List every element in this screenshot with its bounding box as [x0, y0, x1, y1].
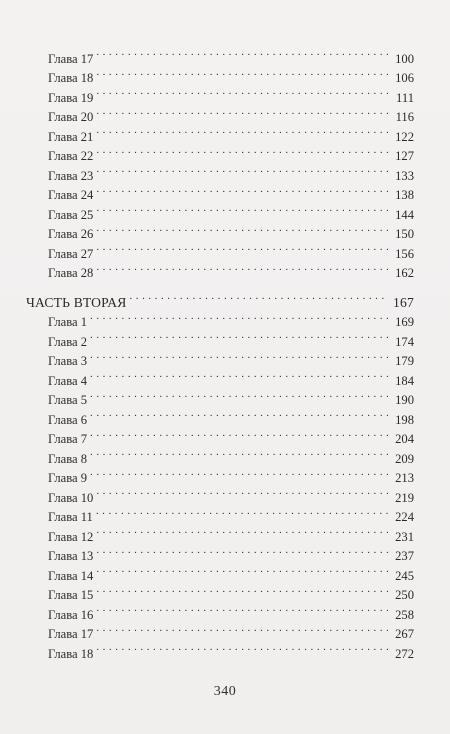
toc-entry-page: 190 — [395, 393, 414, 407]
leader-dots — [96, 102, 388, 122]
toc-entry-page: 258 — [395, 607, 414, 622]
toc-entry-label: Глава 17 — [48, 627, 94, 641]
part-title: ЧАСТЬ ВТОРАЯ — [26, 294, 127, 310]
toc-entry[interactable] — [26, 619, 414, 639]
toc-entry[interactable] — [26, 180, 414, 200]
toc-entry-label: Глава 2 — [48, 334, 88, 349]
toc-entry-page: 213 — [395, 471, 414, 485]
leader-dots — [96, 121, 388, 141]
toc-entry-page: 133 — [395, 168, 414, 183]
toc-entry-page: 184 — [395, 373, 414, 388]
toc-entry[interactable] — [26, 238, 414, 261]
toc-entry[interactable] — [26, 346, 414, 366]
part-page: 167 — [393, 294, 414, 310]
leader-dots — [90, 443, 388, 463]
toc-entry-page: 162 — [395, 266, 414, 280]
leader-dots — [90, 326, 388, 346]
leader-dots — [96, 199, 388, 219]
toc-entry-label: Глава 5 — [48, 393, 88, 407]
toc-entry-label: Глава 12 — [48, 529, 94, 544]
toc-entry[interactable] — [26, 580, 414, 600]
toc-entry-label: Глава 13 — [48, 549, 94, 563]
toc-entry-label: Глава 21 — [48, 129, 94, 144]
toc-entry-label: Глава 3 — [48, 354, 88, 368]
toc-entry-page: 100 — [395, 51, 414, 66]
toc-entry-label: Глава 10 — [48, 490, 94, 505]
leader-dots — [90, 404, 388, 424]
leader-dots — [96, 638, 388, 658]
toc-entry-page: 106 — [395, 71, 414, 85]
toc-entry[interactable] — [26, 121, 414, 144]
toc-entry-page: 169 — [395, 315, 414, 329]
leader-dots — [129, 287, 388, 307]
toc-entry-label: Глава 24 — [48, 188, 94, 202]
toc-entry[interactable] — [26, 326, 414, 349]
toc-entry[interactable] — [26, 502, 414, 522]
leader-dots — [90, 424, 388, 444]
toc-entry[interactable] — [26, 199, 414, 222]
leader-dots — [90, 385, 388, 405]
toc-entry-page: 174 — [395, 334, 414, 349]
toc-entry-label: Глава 22 — [48, 149, 94, 163]
toc-entry[interactable] — [26, 365, 414, 388]
leader-dots — [96, 560, 388, 580]
toc-entry-label: Глава 18 — [48, 71, 94, 85]
toc-entry[interactable] — [26, 521, 414, 544]
toc-entry-label: Глава 28 — [48, 266, 94, 280]
toc-entry[interactable] — [26, 404, 414, 427]
table-of-contents — [26, 43, 414, 661]
toc-entry-page: 237 — [395, 549, 414, 563]
leader-dots — [96, 541, 388, 561]
toc-entry-label: Глава 26 — [48, 227, 94, 241]
toc-entry-page: 231 — [395, 529, 414, 544]
leader-dots — [96, 238, 388, 258]
toc-entry-page: 138 — [395, 188, 414, 202]
toc-entry-label: Глава 20 — [48, 110, 94, 124]
toc-entry-label: Глава 6 — [48, 412, 88, 427]
toc-entry-label: Глава 1 — [48, 315, 88, 329]
toc-part-heading[interactable] — [26, 287, 414, 310]
leader-dots — [96, 63, 388, 83]
toc-entry-label: Глава 9 — [48, 471, 88, 485]
toc-entry-page: 156 — [395, 246, 414, 261]
toc-entry[interactable] — [26, 160, 414, 183]
toc-entry-page: 245 — [395, 568, 414, 583]
leader-dots — [96, 180, 388, 200]
leader-dots — [96, 482, 388, 502]
leader-dots — [96, 599, 388, 619]
leader-dots — [96, 82, 388, 102]
toc-entry-page: 209 — [395, 451, 414, 466]
toc-entry[interactable] — [26, 141, 414, 161]
toc-entry[interactable] — [26, 443, 414, 466]
toc-entry-page: 272 — [395, 646, 414, 661]
leader-dots — [96, 258, 388, 278]
toc-entry-label: Глава 11 — [48, 510, 93, 524]
toc-entry[interactable] — [26, 541, 414, 561]
toc-entry[interactable] — [26, 599, 414, 622]
toc-entry-label: Глава 23 — [48, 168, 94, 183]
toc-entry-page: 122 — [395, 129, 414, 144]
toc-entry[interactable] — [26, 482, 414, 505]
toc-entry[interactable] — [26, 424, 414, 444]
toc-entry-label: Глава 16 — [48, 607, 94, 622]
toc-entry-label: Глава 8 — [48, 451, 88, 466]
toc-entry-label: Глава 27 — [48, 246, 94, 261]
leader-dots — [96, 43, 388, 63]
leader-dots — [96, 619, 388, 639]
toc-entry[interactable] — [26, 63, 414, 83]
toc-entry[interactable] — [26, 463, 414, 483]
page-number: 340 — [213, 684, 237, 699]
leader-dots — [96, 160, 388, 180]
toc-entry[interactable] — [26, 82, 414, 105]
toc-entry-page: 116 — [395, 110, 414, 124]
toc-entry-label: Глава 14 — [48, 568, 94, 583]
toc-entry[interactable] — [26, 560, 414, 583]
leader-dots — [90, 307, 388, 327]
toc-entry[interactable] — [26, 43, 414, 66]
toc-entry-label: Глава 17 — [48, 51, 94, 66]
toc-entry-page: 267 — [395, 627, 414, 641]
toc-entry[interactable] — [26, 258, 414, 278]
toc-entry-label: Глава 7 — [48, 432, 88, 446]
leader-dots — [90, 463, 388, 483]
toc-entry-page: 224 — [395, 510, 414, 524]
toc-entry-page: 204 — [395, 432, 414, 446]
toc-entry-page: 150 — [395, 227, 414, 241]
leader-dots — [96, 219, 388, 239]
toc-entry[interactable] — [26, 219, 414, 239]
toc-entry-page: 127 — [395, 149, 414, 163]
toc-entry-label: Глава 15 — [48, 588, 94, 602]
toc-entry-page: 198 — [395, 412, 414, 427]
leader-dots — [96, 502, 388, 522]
toc-entry-page: 179 — [395, 354, 414, 368]
toc-entry-label: Глава 19 — [48, 90, 94, 105]
toc-entry-label: Глава 18 — [48, 646, 94, 661]
leader-dots — [96, 521, 388, 541]
toc-entry-page: 250 — [395, 588, 414, 602]
toc-entry-page: 111 — [396, 90, 414, 105]
toc-entry-page: 219 — [395, 490, 414, 505]
toc-entry-label: Глава 4 — [48, 373, 88, 388]
leader-dots — [90, 346, 388, 366]
leader-dots — [90, 365, 388, 385]
toc-entry-label: Глава 25 — [48, 207, 94, 222]
leader-dots — [96, 141, 388, 161]
toc-entry[interactable] — [26, 638, 414, 661]
toc-entry[interactable] — [26, 102, 414, 122]
toc-entry[interactable] — [26, 385, 414, 405]
toc-entry-page: 144 — [395, 207, 414, 222]
toc-entry[interactable] — [26, 307, 414, 327]
leader-dots — [96, 580, 388, 600]
